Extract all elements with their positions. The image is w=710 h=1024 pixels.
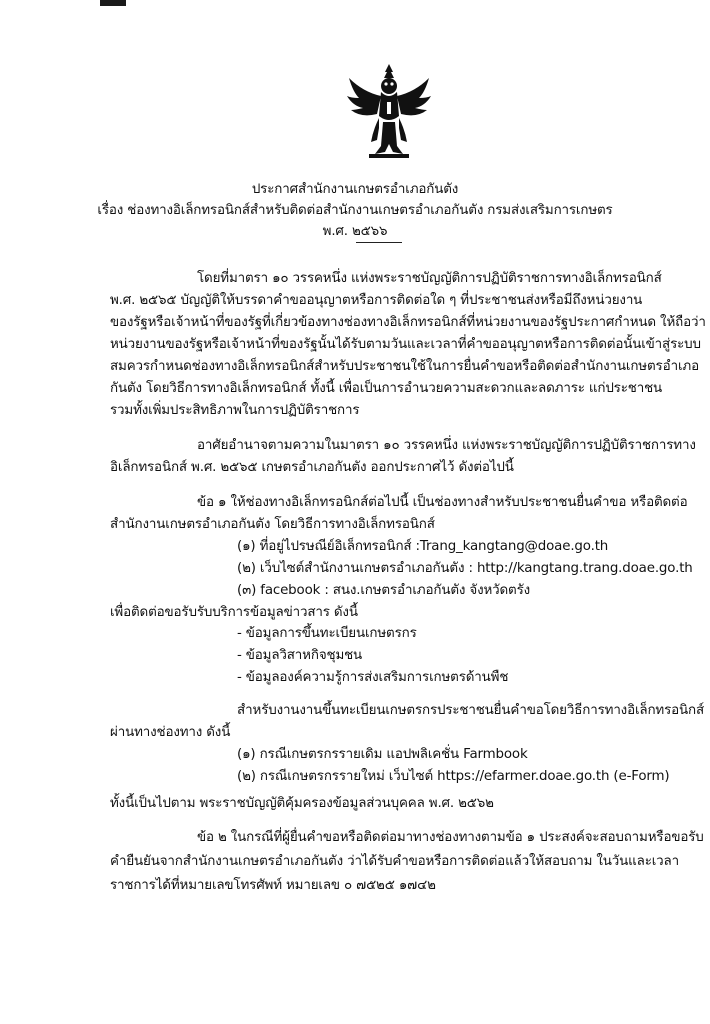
channel-email <box>237 538 608 555</box>
paragraph-line: รวมทั้งเพิ่มประสิทธิภาพในการปฏิบัติราชการ <box>110 403 360 418</box>
paragraph-line: หน่วยงานของรัฐหรือเจ้าหน้าที่ของรัฐนั้นได้รับตามวันและเวลาที่คำขออนุญาตหรือการติดต่อนั้นเข้าสู่ระบบ <box>110 337 701 352</box>
paragraph-line: ของรัฐหรือเจ้าหน้าที่ของรัฐที่เกี่ยวข้องทางช่องทางอิเล็กทรอนิกส์ที่หน่วยงานของรัฐประกาศกำหนด ให้ถือว่า <box>110 315 706 330</box>
clause-1-line: ข้อ ๑ ให้ช่องทางอิเล็กทรอนิกส์ต่อไปนี้ เป็นช่องทางสำหรับประชาชนยื่นคำขอ หรือติดต่อ <box>197 495 688 510</box>
channel-facebook <box>237 582 530 599</box>
registration-line: สำหรับงานงานขึ้นทะเบียนเกษตรกรประชาชนยื่นคำขอโดยวิธีการทางอิเล็กทรอนิกส์ <box>237 703 705 718</box>
registration-option: (๒) กรณีเกษตรกรรายใหม่ เว็บไซต์ https://efarmer.doae.go.th (e-Form) <box>237 769 670 784</box>
channel-website <box>237 560 693 577</box>
channel-email-label: (๑) ที่อยู่ไปรษณีย์อิเล็กทรอนิกส์ : <box>237 539 420 554</box>
channel-email-link[interactable]: Trang_kangtang@doae.go.th <box>419 539 609 554</box>
channel-facebook-link[interactable]: สนง.เกษตรอำเภอกันตัง จังหวัดตรัง <box>332 583 531 598</box>
clause-1-line: สำนักงานเกษตรอำเภอกันตัง โดยวิธีการทางอิเล็กทรอนิกส์ <box>110 517 435 532</box>
clause-2-line: ราชการได้ที่หมายเลขโทรศัพท์ หมายเลข ๐ ๗๕๒๕ ๑๗๔๒ <box>110 878 436 893</box>
paragraph-line: พ.ศ. ๒๕๖๕ บัญญัติให้บรรดาคำขออนุญาตหรือการติดต่อใด ๆ ที่ประชาชนส่งหรือมีถึงหน่วยงาน <box>110 293 643 308</box>
announcement-year: พ.ศ. ๒๕๖๖ <box>322 224 388 239</box>
channel-website-label: (๒) เว็บไซต์สำนักงานเกษตรอำเภอกันตัง : <box>237 561 473 576</box>
info-item: - ข้อมูลวิสาหกิจชุมชน <box>237 648 363 663</box>
clause-2-line: ข้อ ๒ ในกรณีที่ผู้ยื่นคำขอหรือติดต่อมาทางช่องทางตามข้อ ๑ ประสงค์จะสอบถามหรือขอรับ <box>197 830 704 845</box>
garuda-emblem-icon <box>345 62 433 160</box>
registration-line: ผ่านทางช่องทาง ดังนี้ <box>110 725 231 740</box>
paragraph-line: อิเล็กทรอนิกส์ พ.ศ. ๒๕๖๕ เกษตรอำเภอกันตัง ออกประกาศไว้ ดังต่อไปนี้ <box>110 460 514 475</box>
announcement-subject: เรื่อง ช่องทางอิเล็กทรอนิกส์สำหรับติดต่อสำนักงานเกษตรอำเภอกันตัง กรมส่งเสริมการเกษตร <box>97 203 613 218</box>
paragraph-line: กันตัง โดยวิธีการทางอิเล็กทรอนิกส์ ทั้งนี้ เพื่อเป็นการอำนวยความสะดวกและลดภาระ แก่ประชาชน <box>110 381 663 396</box>
channel-website-link[interactable]: http://kangtang.trang.doae.go.th <box>476 561 693 576</box>
paragraph-line: โดยที่มาตรา ๑๐ วรรคหนึ่ง แห่งพระราชบัญญัติการปฏิบัติราชการทางอิเล็กทรอนิกส์ <box>197 271 662 286</box>
info-item: - ข้อมูลการขึ้นทะเบียนเกษตรกร <box>237 626 417 641</box>
clause-2-line: คำยืนยันจากสำนักงานเกษตรอำเภอกันตัง ว่าได้รับคำขอหรือการติดต่อแล้วให้สอบถาม ในวันและเวลา <box>110 854 679 869</box>
contact-intro: เพื่อติดต่อขอรับรับบริการข้อมูลข่าวสาร ดังนี้ <box>110 605 358 620</box>
title-divider <box>356 242 402 243</box>
channel-facebook-label: (๓) facebook : <box>237 583 329 598</box>
pdpa-note: ทั้งนี้เป็นไปตาม พระราชบัญญัติคุ้มครองข้อมูลส่วนบุคคล พ.ศ. ๒๕๖๒ <box>110 796 494 811</box>
paragraph-line: สมควรกำหนดช่องทางอิเล็กทรอนิกส์สำหรับประชาชนใช้ในการยื่นคำขอหรือติดต่อสำนักงานเกษตรอำเภอ <box>110 359 699 374</box>
scan-artifact <box>100 0 126 6</box>
paragraph-line: อาศัยอำนาจตามความในมาตรา ๑๐ วรรคหนึ่ง แห่งพระราชบัญญัติการปฏิบัติราชการทาง <box>197 438 696 453</box>
announcement-title: ประกาศสำนักงานเกษตรอำเภอกันตัง <box>251 182 459 197</box>
registration-option: (๑) กรณีเกษตรกรรายเดิม แอปพลิเคชั่น Farmbook <box>237 747 528 762</box>
info-item: - ข้อมูลองค์ความรู้การส่งเสริมการเกษตรด้านพืช <box>237 670 509 685</box>
